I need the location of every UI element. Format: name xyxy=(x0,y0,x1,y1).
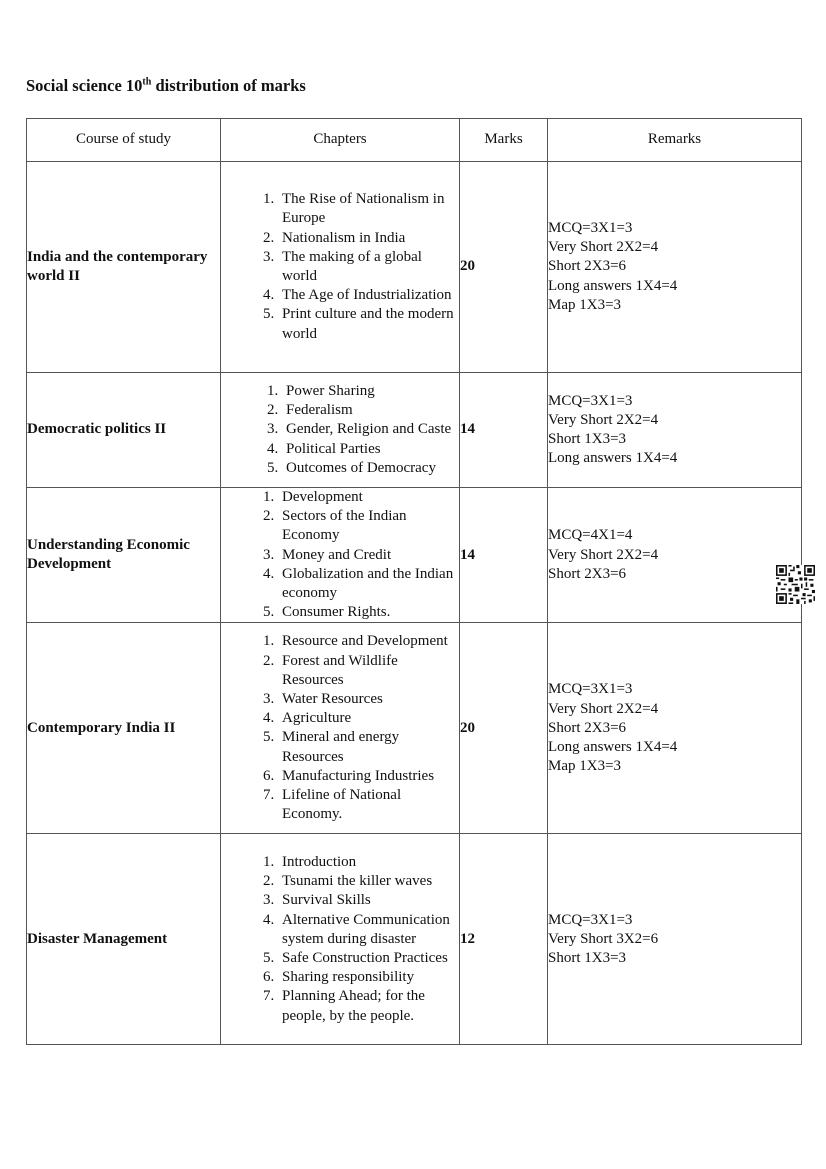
header-course: Course of study xyxy=(27,119,221,162)
chapter-item: 6. Sharing responsibility xyxy=(278,968,459,987)
chapter-item: 3. Water Resources xyxy=(278,690,459,709)
chapters-cell xyxy=(221,162,460,373)
chapter-item: 1. The Rise of Nationalism in Europe xyxy=(278,190,459,228)
remarks-cell xyxy=(548,162,802,373)
chapter-item: 2. Federalism xyxy=(282,401,459,420)
course-cell: Contemporary India II xyxy=(27,623,221,834)
course-cell: Democratic politics II xyxy=(27,373,221,488)
chapter-item: 4. Globalization and the Indian economy xyxy=(278,565,459,603)
chapter-item: 3. Money and Credit xyxy=(278,546,459,565)
title-prefix: Social science 10 xyxy=(26,76,143,95)
remark-line: Very Short 2X2=4 xyxy=(548,546,659,563)
remark-line: MCQ=3X1=3 xyxy=(548,219,633,236)
header-chapters: Chapters xyxy=(221,119,460,162)
chapter-list xyxy=(221,382,459,478)
chapter-list xyxy=(221,853,459,1026)
remark-line: Very Short 2X2=4 xyxy=(548,700,659,717)
remark-line: Map 1X3=3 xyxy=(548,758,622,775)
page-title xyxy=(26,76,306,96)
remark-line: MCQ=3X1=3 xyxy=(548,681,633,698)
remarks-cell xyxy=(548,834,802,1045)
chapter-item: 5. Print culture and the modern world xyxy=(278,305,459,343)
qr-code-icon xyxy=(776,565,815,604)
chapter-item: 5. Safe Construction Practices xyxy=(278,949,459,968)
chapters-cell xyxy=(221,623,460,834)
remark-line: Short 1X3=3 xyxy=(548,431,627,447)
remark-line: Very Short 2X2=4 xyxy=(548,411,659,428)
remarks-cell xyxy=(548,623,802,834)
remark-line: MCQ=3X1=3 xyxy=(548,911,633,928)
remarks-cell xyxy=(548,373,802,488)
chapter-item: 7. Planning Ahead; for the people, by the people. xyxy=(278,987,459,1025)
chapter-item: 1. Development xyxy=(278,488,459,507)
header-marks: Marks xyxy=(460,119,548,162)
chapter-item: 2. Nationalism in India xyxy=(278,229,459,248)
chapter-item: 1. Power Sharing xyxy=(282,382,459,401)
chapter-item: 5. Consumer Rights. xyxy=(278,603,459,622)
marks-distribution-table xyxy=(26,118,802,1045)
course-cell: Disaster Management xyxy=(27,834,221,1045)
chapter-item: 7. Lifeline of National Economy. xyxy=(278,786,459,824)
chapter-item: 2. Sectors of the Indian Economy xyxy=(278,507,459,545)
qr-code xyxy=(776,565,815,604)
chapter-item: 2. Tsunami the killer waves xyxy=(278,872,459,891)
chapter-item: 3. Survival Skills xyxy=(278,891,459,910)
marks-cell: 14 xyxy=(460,373,548,488)
chapter-item: 4. Political Parties xyxy=(282,440,459,459)
table-row xyxy=(27,162,802,373)
chapters-cell xyxy=(221,373,460,488)
remark-line: Long answers 1X4=4 xyxy=(548,277,678,294)
marks-cell: 20 xyxy=(460,623,548,834)
chapter-item: 1. Introduction xyxy=(278,853,459,872)
chapter-list xyxy=(221,488,459,622)
chapter-item: 6. Manufacturing Industries xyxy=(278,767,459,786)
remark-line: Long answers 1X4=4 xyxy=(548,450,678,467)
course-cell: India and the contemporary world II xyxy=(27,162,221,373)
chapter-list xyxy=(221,190,459,344)
table-row xyxy=(27,488,802,623)
remarks-cell xyxy=(548,488,802,623)
chapter-item: 4. The Age of Industrialization xyxy=(278,286,459,305)
remark-line: Very Short 3X2=6 xyxy=(548,930,659,947)
remark-line: Short 2X3=6 xyxy=(548,258,627,275)
chapter-item: 1. Resource and Development xyxy=(278,632,459,651)
remark-line: Map 1X3=3 xyxy=(548,296,622,313)
remark-line: Short 2X3=6 xyxy=(548,565,627,582)
chapter-item: 5. Mineral and energy Resources xyxy=(278,728,459,766)
marks-cell: 12 xyxy=(460,834,548,1045)
chapter-list xyxy=(221,632,459,824)
chapter-item: 4. Alternative Communication system during disaster xyxy=(278,911,459,949)
remark-line: MCQ=4X1=4 xyxy=(548,527,633,544)
table-row xyxy=(27,373,802,488)
chapter-item: 5. Outcomes of Democracy xyxy=(282,459,459,478)
chapter-item: 4. Agriculture xyxy=(278,709,459,728)
course-cell: Understanding Economic Development xyxy=(27,488,221,623)
marks-cell: 20 xyxy=(460,162,548,373)
remark-line: Short 1X3=3 xyxy=(548,950,627,967)
remark-line: MCQ=3X1=3 xyxy=(548,392,633,409)
chapters-cell xyxy=(221,834,460,1045)
remark-line: Very Short 2X2=4 xyxy=(548,239,659,256)
header-remarks: Remarks xyxy=(548,119,802,162)
chapters-cell xyxy=(221,488,460,623)
table-row xyxy=(27,623,802,834)
marks-cell: 14 xyxy=(460,488,548,623)
table-header-row xyxy=(27,119,802,162)
title-superscript: th xyxy=(142,76,152,88)
table-row xyxy=(27,834,802,1045)
chapter-item: 3. Gender, Religion and Caste xyxy=(282,420,459,439)
chapter-item: 2. Forest and Wildlife Resources xyxy=(278,652,459,690)
chapter-item: 3. The making of a global world xyxy=(278,248,459,286)
remark-line: Long answers 1X4=4 xyxy=(548,739,678,756)
remark-line: Short 2X3=6 xyxy=(548,719,627,736)
title-suffix: distribution of marks xyxy=(151,76,306,95)
